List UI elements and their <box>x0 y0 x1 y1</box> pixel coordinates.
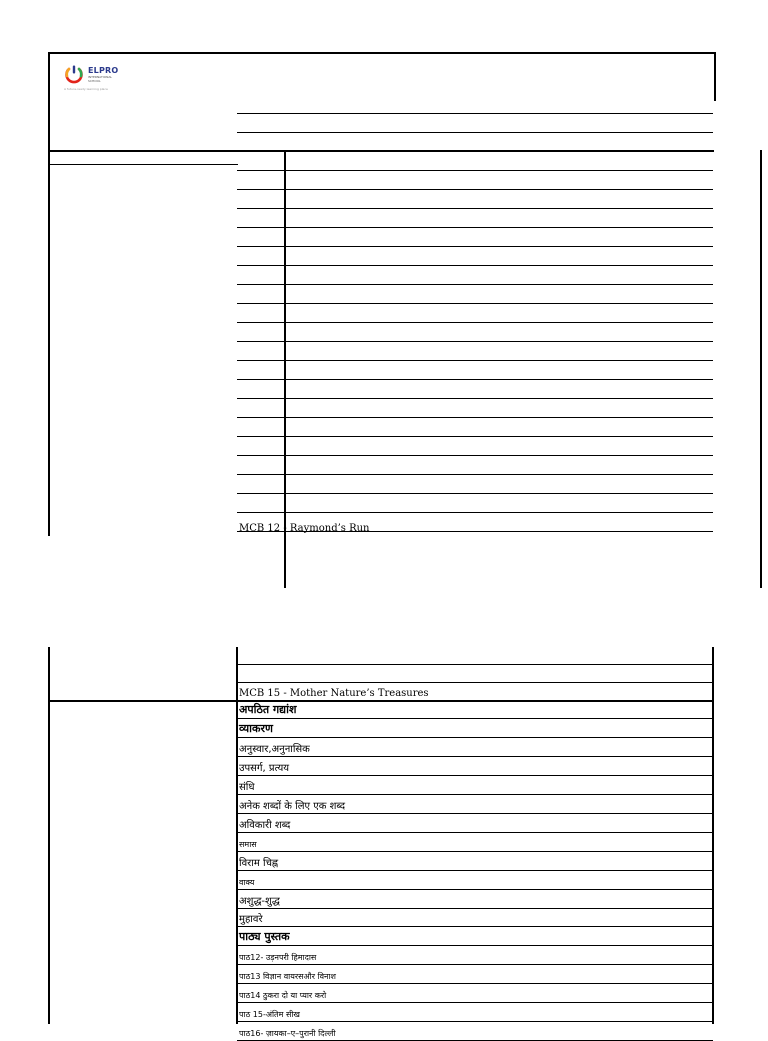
table-row <box>237 494 713 513</box>
row-label: पाठ12- उड़नपरी हिमादास <box>239 953 317 962</box>
table-row <box>237 133 713 152</box>
table-row <box>237 1003 713 1022</box>
table-row <box>237 757 713 776</box>
table-row <box>237 738 713 757</box>
table-row <box>237 683 713 701</box>
table-row <box>237 418 713 437</box>
table-row <box>237 152 713 171</box>
row-label: वाक्य <box>239 878 255 887</box>
row-label: पाठ 15-अंतिम सीख <box>239 1010 300 1019</box>
table-row <box>237 266 713 285</box>
row-label: व्याकरण <box>239 722 273 735</box>
left-border-page2 <box>48 647 50 1024</box>
row-label: अपठित गद्यांश <box>239 703 297 716</box>
table-row <box>237 946 713 965</box>
row-label: उपसर्ग, प्रत्यय <box>239 763 290 774</box>
table-row <box>237 342 713 361</box>
table-row <box>237 304 713 323</box>
right-border <box>760 150 762 588</box>
row-label: पाठ्य पुस्तक <box>239 930 290 943</box>
page1-rows <box>237 100 713 532</box>
row-label: अनेक शब्दों के लिए एक शब्द <box>239 801 346 812</box>
table-row <box>237 209 713 228</box>
table-row <box>237 647 713 665</box>
table-row <box>237 100 713 114</box>
row-label-mcb15: MCB 15 - Mother Nature’s Treasures <box>239 688 429 699</box>
header-cell <box>48 52 716 101</box>
table-row <box>237 890 713 909</box>
row-label: समास <box>239 840 257 849</box>
power-logo-icon <box>64 64 84 84</box>
table-row <box>237 776 713 795</box>
table-row <box>237 965 713 984</box>
table-row <box>237 909 713 927</box>
table-row <box>237 228 713 247</box>
table-row <box>237 114 713 133</box>
table-row <box>237 247 713 266</box>
table-row <box>237 927 713 946</box>
school-logo <box>62 62 132 94</box>
table-row <box>237 795 713 814</box>
table-row <box>237 852 713 871</box>
table-row <box>237 399 713 418</box>
logo-tagline: A future-ready learning place <box>64 87 108 91</box>
row-label: संधि <box>239 782 255 793</box>
logo-subtitle: INTERNATIONAL SCHOOL <box>88 75 113 83</box>
row-label: विराम चिह्न <box>239 858 279 869</box>
row-label: अनुस्वार,अनुनासिक <box>239 744 310 755</box>
logo-name: ELPRO <box>88 66 119 75</box>
table-row <box>237 833 713 852</box>
table-row <box>237 701 713 719</box>
table-row <box>237 814 713 833</box>
table-row <box>237 871 713 890</box>
table-row <box>237 475 713 494</box>
table-row <box>237 380 713 399</box>
row-label: अशुद्ध-शुद्ध <box>239 896 280 907</box>
row-label-mcb12: MCB 12 - Raymond’s Run <box>239 523 370 534</box>
left-subheader-line <box>48 164 238 165</box>
table-row <box>237 323 713 342</box>
row-label: पाठ14 ठुकरा दो या प्यार करो <box>239 991 327 1000</box>
table-row <box>237 719 713 738</box>
table-row <box>237 984 713 1003</box>
row-label: पाठ13 विज्ञान वायरसऔर विनाश <box>239 972 336 981</box>
table-row <box>237 361 713 380</box>
row-label: अविकारी शब्द <box>239 820 291 831</box>
row-label: मुहावरे <box>239 914 263 925</box>
row-label: पाठ16- ज़ायका–ए–पुरानी दिल्ली <box>239 1029 336 1038</box>
table-row <box>237 171 713 190</box>
table-row <box>237 665 713 683</box>
table-row <box>237 190 713 209</box>
page2-rows <box>237 647 713 1041</box>
table-row <box>237 285 713 304</box>
table-row <box>237 456 713 475</box>
table-row <box>237 1022 713 1041</box>
table-row <box>237 437 713 456</box>
